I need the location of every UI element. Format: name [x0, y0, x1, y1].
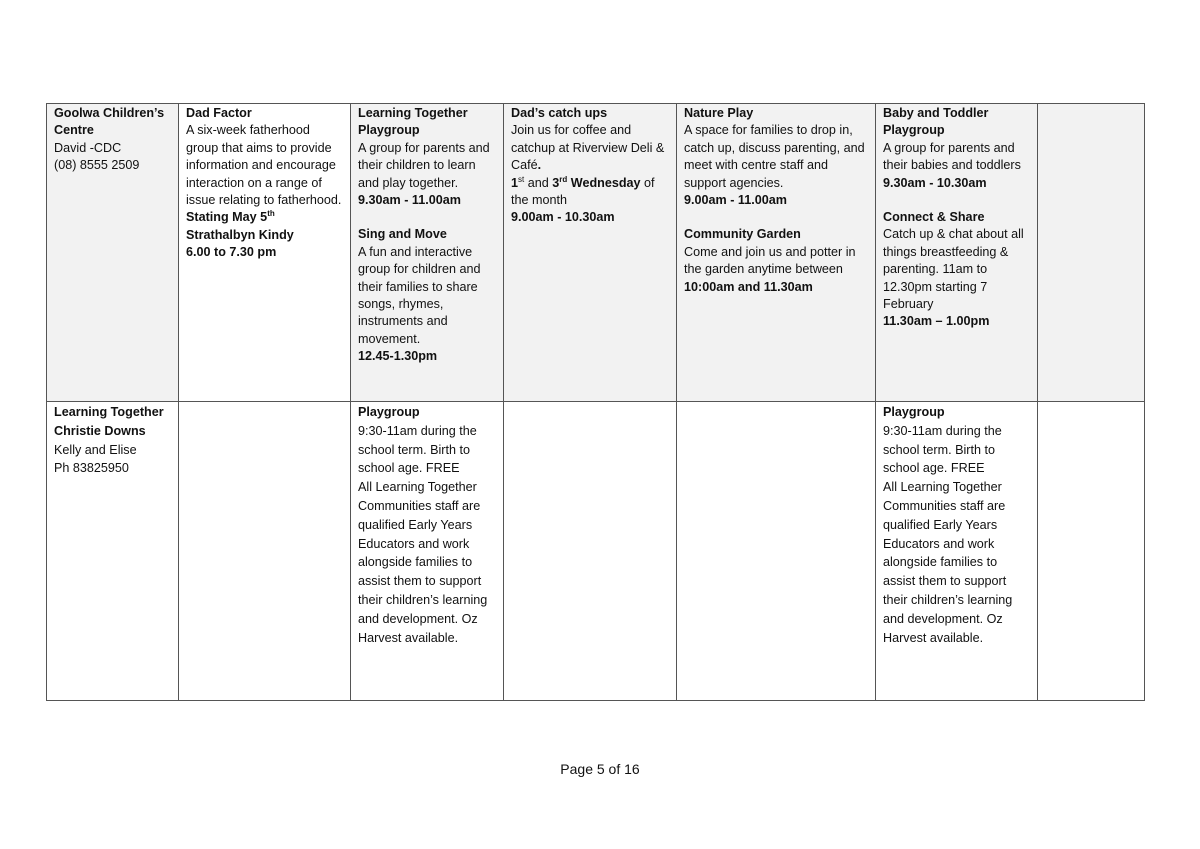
connect-share-title: Connect & Share — [883, 210, 985, 225]
playgroup-line: school term. Birth to — [358, 442, 470, 457]
sing-and-move-title: Sing and Move — [358, 227, 447, 242]
learning-together-description: A group for parents and their children to learn and play together. — [358, 140, 490, 190]
baby-toddler-cell — [876, 104, 1038, 402]
dad-factor-location: Strathalbyn Kindy — [186, 227, 294, 242]
connect-share-description: Catch up & chat about all things breastfeeding & parenting. 11am to 12.30pm starting 7 February — [883, 227, 1024, 312]
provider-phone: (08) 8555 2509 — [54, 158, 140, 173]
provider-name: Goolwa Children’s Centre — [54, 106, 165, 138]
nature-play-title: Nature Play — [684, 106, 754, 120]
dads-catch-ups-schedule: 1st and 3rd Wednesday of the month — [511, 174, 655, 208]
dad-factor-time: 6.00 to 7.30 pm — [186, 245, 277, 260]
playgroup-title: Playgroup — [358, 405, 420, 419]
playgroup-line: assist them to support — [358, 574, 482, 589]
community-garden-title: Community Garden — [684, 227, 801, 242]
community-garden-time: 10:00am and 11.30am — [684, 279, 813, 294]
playgroup-line: Communities staff are — [883, 498, 1006, 513]
provider-name-line1: Learning Together — [54, 405, 164, 419]
provider-cell — [47, 104, 179, 402]
playgroup-line: alongside families to — [358, 555, 473, 570]
playgroup-line: All Learning Together — [358, 480, 477, 495]
playgroup-line: alongside families to — [883, 555, 998, 570]
playgroup-line: 9:30-11am during the — [358, 423, 477, 438]
playgroup-line: 9:30-11am during the — [883, 423, 1002, 438]
playgroup-line: qualified Early Years — [883, 517, 998, 532]
baby-toddler-time: 9.30am - 10.30am — [883, 175, 987, 190]
provider-phone: Ph 83825950 — [54, 461, 129, 476]
empty-cell — [1038, 402, 1145, 701]
sing-and-move-time: 12.45-1.30pm — [358, 349, 438, 364]
playgroup-line: their children’s learning — [358, 592, 488, 607]
nature-play-time: 9.00am - 11.00am — [684, 193, 787, 208]
provider-contact: Kelly and Elise — [54, 442, 137, 457]
learning-together-title: Learning Together Playgroup — [358, 106, 468, 138]
playgroup-line: qualified Early Years — [358, 517, 473, 532]
playgroup-line: and development. Oz — [358, 611, 478, 626]
playgroup-line: school term. Birth to — [883, 442, 995, 457]
playgroup-line: and development. Oz — [883, 611, 1003, 626]
table-row — [47, 402, 1145, 701]
playgroup-cell — [876, 402, 1038, 701]
dad-factor-description: A six-week fatherhood group that aims to provide information and encourage interaction on a range of issue relating to fatherhood. — [186, 123, 342, 208]
playgroup-line: All Learning Together — [883, 480, 1002, 495]
dad-factor-title: Dad Factor — [186, 106, 252, 120]
playgroup-line: Harvest available. — [358, 630, 459, 645]
playgroup-line: Educators and work — [358, 536, 470, 551]
playgroup-line: Communities staff are — [358, 498, 481, 513]
nature-play-description: A space for families to drop in, catch up, discuss parenting, and meet with centre staff and support agencies. — [684, 123, 865, 190]
playgroup-line: their children’s learning — [883, 592, 1013, 607]
playgroup-line: assist them to support — [883, 574, 1007, 589]
page-number: Page 5 of 16 — [560, 761, 640, 777]
table-row — [47, 104, 1145, 402]
learning-together-cell — [351, 104, 504, 402]
community-garden-description: Come and join us and potter in the garden anytime between — [684, 244, 856, 277]
connect-share-time: 11.30am – 1.00pm — [883, 314, 990, 329]
empty-cell — [504, 402, 677, 701]
nature-play-cell — [677, 104, 876, 402]
empty-cell — [179, 402, 351, 701]
playgroup-line: school age. FREE — [358, 461, 460, 476]
baby-toddler-description: A group for parents and their babies and toddlers — [883, 140, 1021, 173]
playgroup-line: school age. FREE — [883, 461, 985, 476]
empty-cell — [1038, 104, 1145, 402]
dad-factor-cell — [179, 104, 351, 402]
playgroup-cell — [351, 402, 504, 701]
program-table — [46, 103, 1145, 701]
dads-catch-ups-time: 9.00am - 10.30am — [511, 210, 615, 225]
provider-cell — [47, 402, 179, 701]
empty-cell — [677, 402, 876, 701]
sing-and-move-description: A fun and interactive group for children and their families to share songs, rhymes, instruments and movement. — [358, 244, 481, 346]
playgroup-title: Playgroup — [883, 405, 945, 419]
provider-contact: David -CDC — [54, 140, 122, 155]
playgroup-line: Educators and work — [883, 536, 995, 551]
playgroup-line: Harvest available. — [883, 630, 984, 645]
dads-catch-ups-title: Dad’s catch ups — [511, 106, 608, 120]
dads-catch-ups-description: Join us for coffee and catchup at Riverview Deli & Café. — [511, 123, 665, 173]
dads-catch-ups-cell — [504, 104, 677, 402]
provider-name-line2: Christie Downs — [54, 423, 146, 438]
dad-factor-start: Stating May 5th — [186, 209, 275, 225]
baby-toddler-title: Baby and Toddler Playgroup — [883, 106, 989, 138]
learning-together-time: 9.30am - 11.00am — [358, 193, 461, 208]
